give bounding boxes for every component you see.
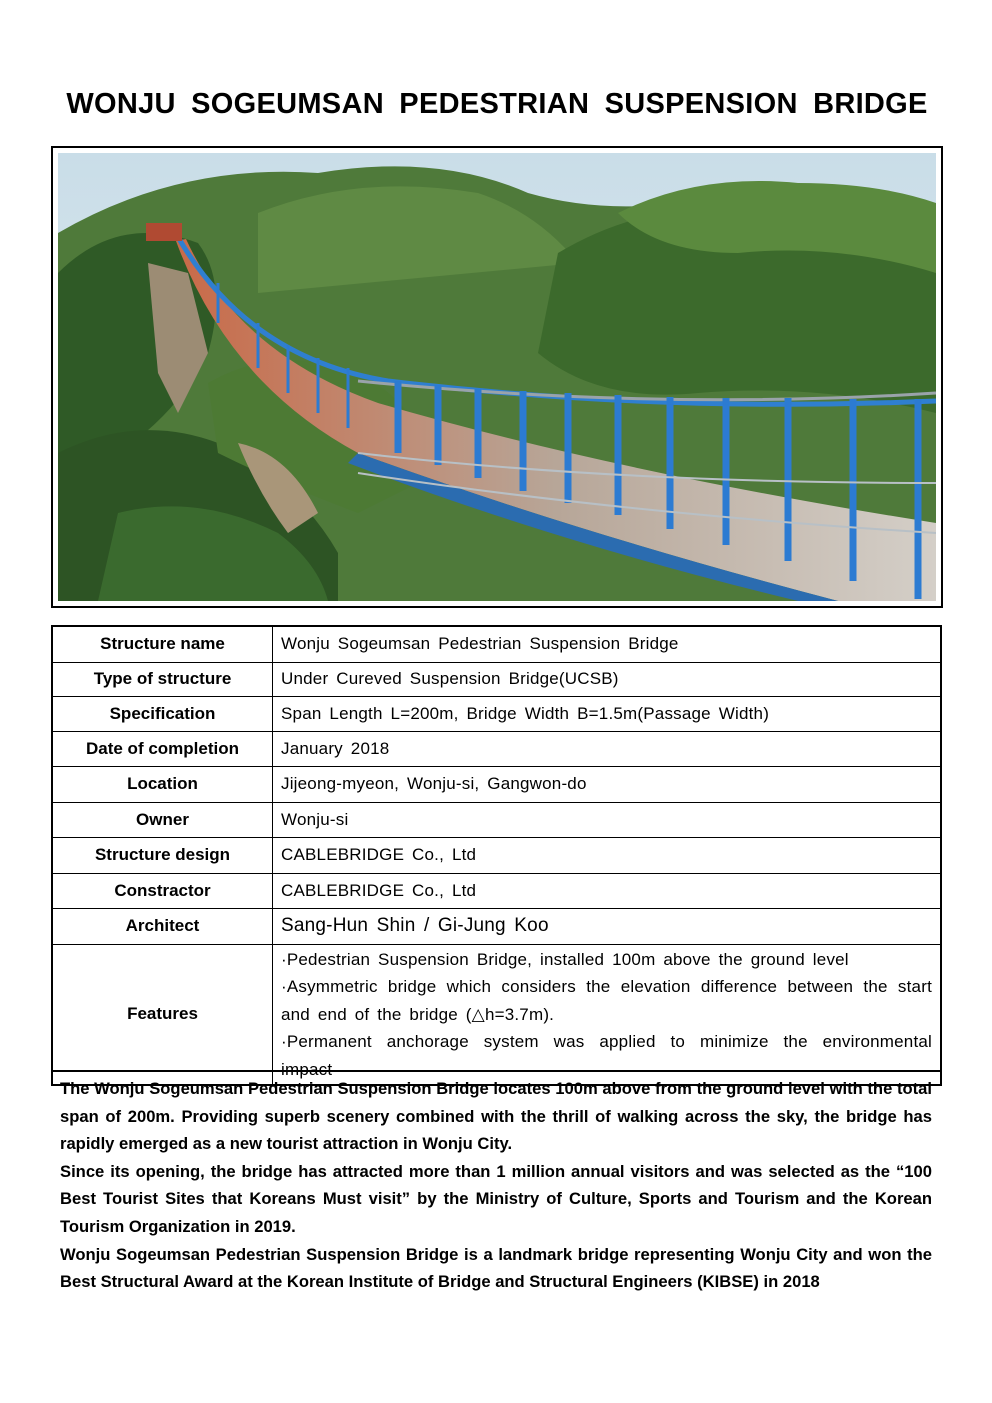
table-row: [52, 731, 941, 766]
row-label: Date of completion: [52, 731, 273, 766]
table-row: [52, 873, 941, 908]
row-label: Architect: [52, 908, 273, 944]
page-title: WONJU SOGEUMSAN PEDESTRIAN SUSPENSION BRIDGE: [66, 88, 928, 120]
table-row: [52, 662, 941, 696]
description-paragraph: Wonju Sogeumsan Pedestrian Suspension Bridge is a landmark bridge representing Wonju City and won the Best Structural Award at the Korean Institute of Bridge and Structural Engineers (KIBSE) in 2018: [60, 1244, 932, 1292]
table-row: [52, 626, 941, 662]
table-row: [52, 908, 941, 944]
row-label: Structure design: [52, 837, 273, 873]
row-value: Wonju Sogeumsan Pedestrian Suspension Bridge: [273, 626, 942, 662]
spec-table: [51, 625, 942, 1086]
table-row: [52, 696, 941, 731]
bridge-photo-frame: [51, 146, 943, 608]
row-value: Wonju-si: [273, 802, 942, 837]
row-value: Under Cureved Suspension Bridge(UCSB): [273, 662, 942, 696]
row-label: Owner: [52, 802, 273, 837]
row-label: Constractor: [52, 873, 273, 908]
feature-item: ·Permanent anchorage system was applied to minimize the environmental impact: [281, 1032, 932, 1079]
bridge-photo: [58, 153, 936, 601]
description-paragraph: Since its opening, the bridge has attracted more than 1 million annual visitors and was selected as the “100 Best Tourist Sites that Koreans Must visit” by the Ministry of Culture, Sports and Tourism and the Korean Tourism Organization in 2019.: [60, 1161, 932, 1236]
feature-item: ·Pedestrian Suspension Bridge, installed 100m above the ground level: [281, 949, 849, 969]
table-row: [52, 766, 941, 802]
row-value: CABLEBRIDGE Co., Ltd: [273, 837, 942, 873]
row-label: Location: [52, 766, 273, 802]
features-list: [273, 944, 942, 1085]
row-value: January 2018: [273, 731, 942, 766]
description-paragraph: The Wonju Sogeumsan Pedestrian Suspension Bridge locates 100m above from the ground level with the total span of 200m. Providing superb scenery combined with the thrill of walking across the sky, the bridge has rapidly emerged as a new tourist attraction in Wonju City.: [60, 1079, 932, 1154]
row-label: Type of structure: [52, 662, 273, 696]
feature-item: ·Asymmetric bridge which considers the elevation difference between the start and end of the bridge (△h=3.7m).: [281, 977, 932, 1024]
row-label: Structure name: [52, 626, 273, 662]
row-label: Specification: [52, 696, 273, 731]
row-value: CABLEBRIDGE Co., Ltd: [273, 873, 942, 908]
table-row: [52, 802, 941, 837]
table-row: [52, 837, 941, 873]
row-value: Sang-Hun Shin / Gi-Jung Koo: [273, 908, 942, 944]
table-row-features: [52, 944, 941, 1085]
row-value: Span Length L=200m, Bridge Width B=1.5m(Passage Width): [273, 696, 942, 731]
features-label: Features: [52, 944, 273, 1085]
description: [52, 1070, 940, 1296]
row-value: Jijeong-myeon, Wonju-si, Gangwon-do: [273, 766, 942, 802]
